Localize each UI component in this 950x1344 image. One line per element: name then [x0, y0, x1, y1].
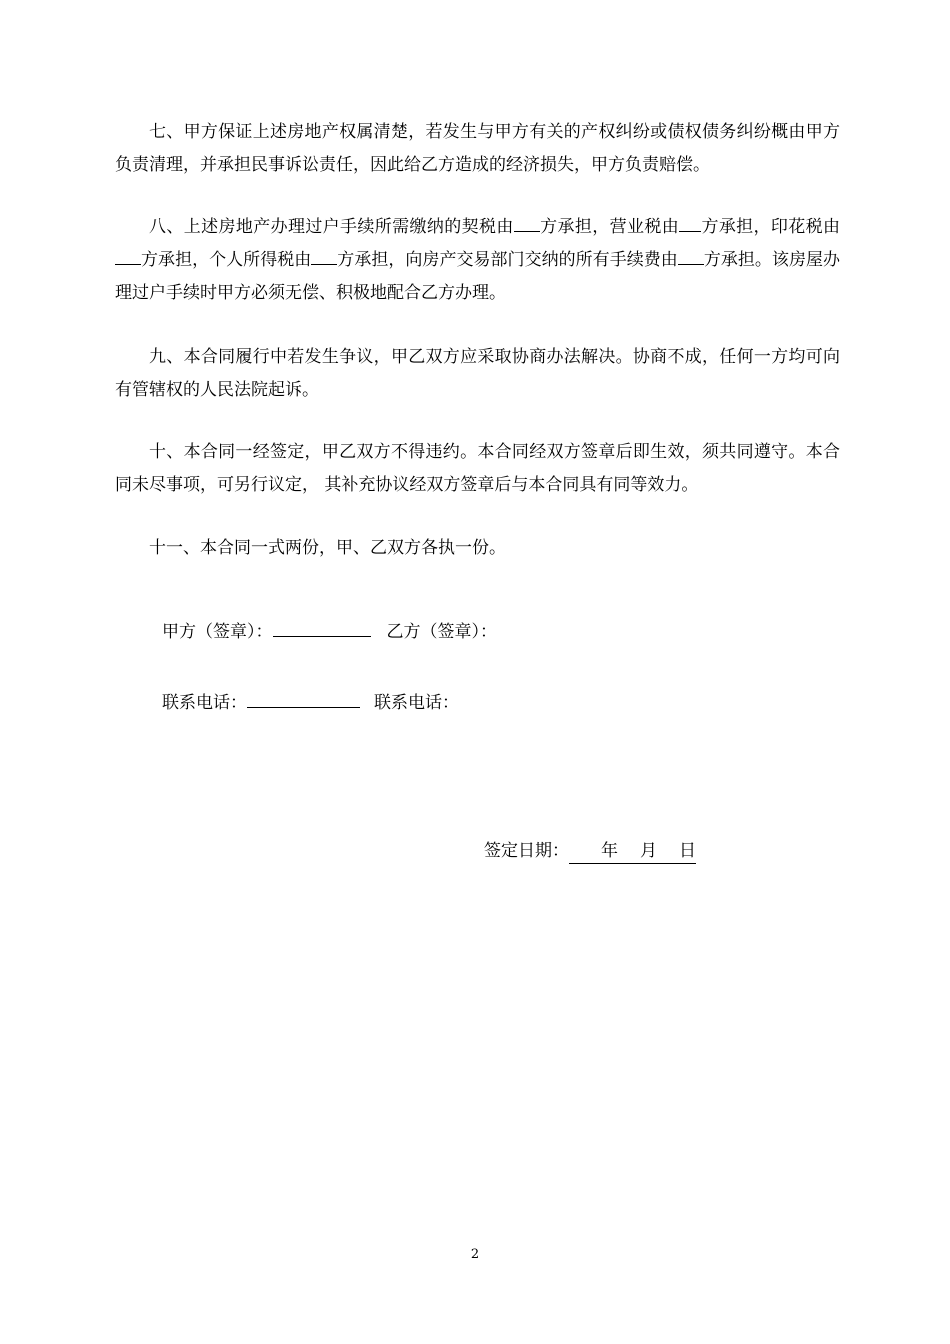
blank-fees[interactable]: [678, 250, 704, 265]
month-char: 月: [640, 841, 657, 861]
blank-business-tax[interactable]: [679, 217, 701, 232]
page-number: 2: [470, 1247, 480, 1262]
clause-8-part-5: 方承担，向房产交易部门交纳的所有手续费由: [337, 250, 678, 270]
party-a-label: 甲方（签章）：: [162, 622, 273, 642]
blank-stamp-tax[interactable]: [115, 250, 141, 265]
phone-row: [162, 691, 459, 715]
clause-11: 十一、本合同一式两份，甲、乙双方各执一份。: [149, 538, 506, 558]
clause-7: 七、甲方保证上述房地产权属清楚，若发生与甲方有关的产权纠纷或债权债务纠纷概由甲方负责清理，并承担民事诉讼责任，因此给乙方造成的经济损失，甲方负责赔偿。: [115, 122, 840, 175]
year-char: 年: [601, 841, 618, 861]
clause-8-part-3: 方承担，印花税由: [701, 217, 841, 237]
clause-8: [115, 211, 840, 310]
clause-8-part-4: 方承担，个人所得税由: [141, 250, 312, 270]
signing-date-row: [484, 839, 696, 864]
party-b-label: 乙方（签章）：: [386, 622, 497, 642]
clause-8-part-2: 方承担，营业税由: [539, 217, 680, 237]
clause-10: 十、本合同一经签定，甲乙双方不得违约。本合同经双方签章后即生效，须共同遵守。本合同未尽事项，可另行议定， 其补充协议经双方签章后与本合同具有同等效力。: [115, 442, 840, 495]
party-a-signature-line[interactable]: [273, 622, 371, 637]
clause-8-part-1: 八、上述房地产办理过户手续所需缴纳的契税由: [149, 217, 514, 237]
party-signature-row: [162, 620, 497, 644]
blank-deed-tax[interactable]: [514, 217, 540, 232]
clause-8-part-6: 方承担。该房屋办理过户手续时甲方必须无偿、积极地配合乙方办理。: [115, 250, 841, 303]
day-char: 日: [679, 841, 696, 861]
phone-b-label: 联系电话：: [374, 693, 459, 713]
date-label: 签定日期：: [484, 841, 569, 861]
clause-9: 九、本合同履行中若发生争议，甲乙双方应采取协商办法解决。协商不成，任何一方均可向有管辖权的人民法院起诉。: [115, 347, 840, 400]
phone-a-label: 联系电话：: [162, 693, 247, 713]
blank-income-tax[interactable]: [311, 250, 337, 265]
phone-a-line[interactable]: [247, 693, 360, 708]
date-fill-line[interactable]: [569, 839, 696, 864]
